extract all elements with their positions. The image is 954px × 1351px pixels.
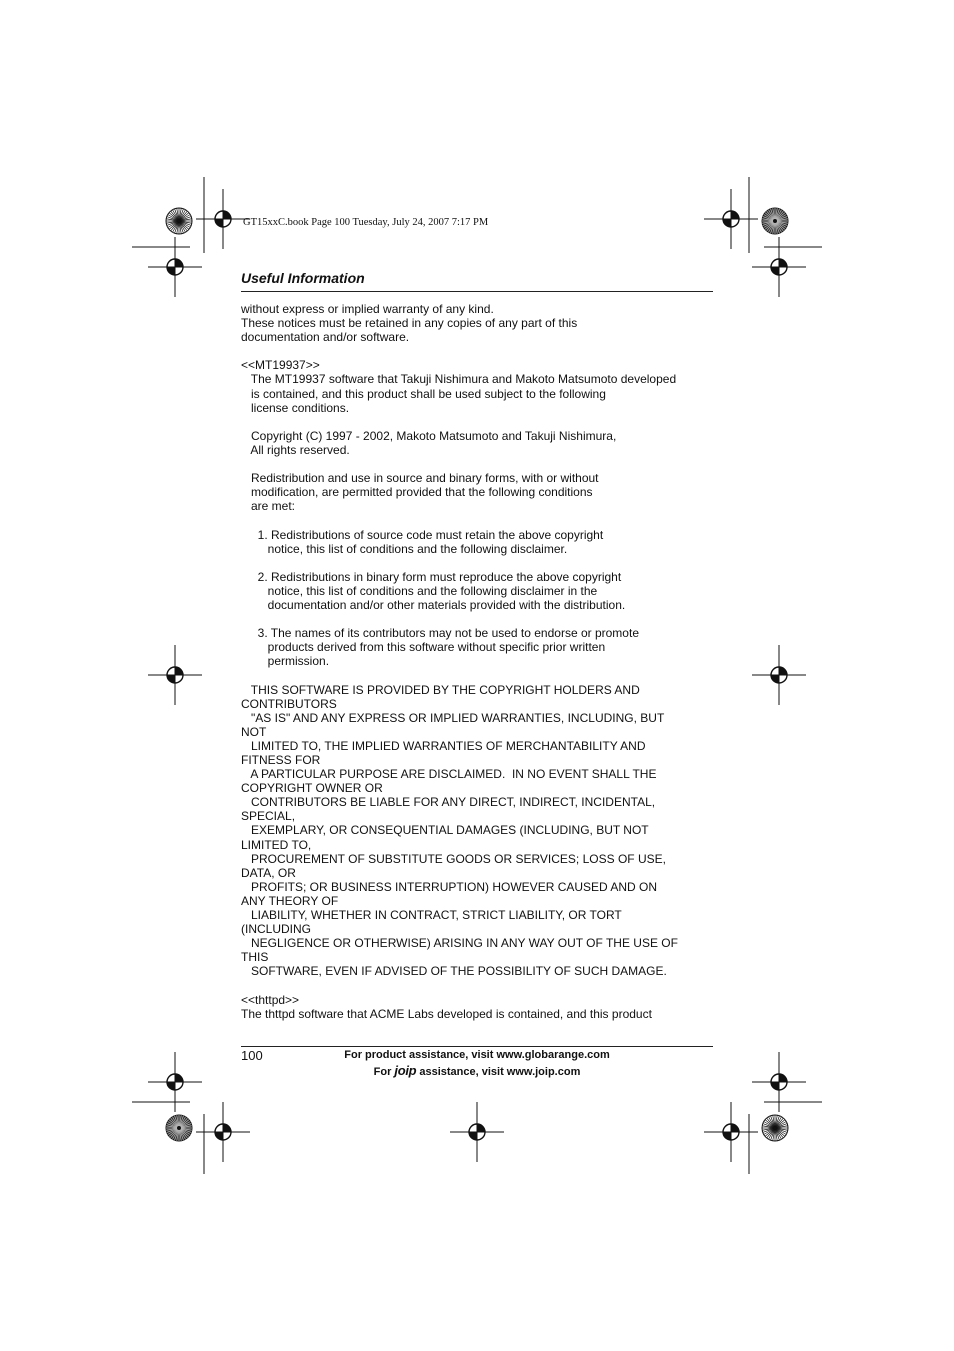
- text-line: PROFITS; OR BUSINESS INTERRUPTION) HOWEVER CAUSED AND ON: [241, 879, 658, 894]
- blank-line: [241, 979, 721, 993]
- footer-line-1: For product assistance, visit www.globarange.com: [344, 1049, 610, 1061]
- crosshair-right-lower: [752, 1052, 806, 1112]
- text-line: LIABILITY, WHETHER IN CONTRACT, STRICT LIABILITY, OR TORT: [241, 908, 622, 923]
- book-info-header: GT15xxC.book Page 100 Tuesday, July 24, 2007 7:17 PM: [243, 217, 489, 228]
- blank-line: [241, 513, 721, 527]
- text-line: permission.: [241, 654, 330, 669]
- text-line: <<thttpd>>: [241, 992, 300, 1007]
- blank-line: [241, 415, 721, 429]
- text-line: without express or implied warranty of any kind.: [241, 302, 494, 316]
- text-line: The thttpd software that ACME Labs developed is contained, and this product: [241, 1006, 652, 1021]
- crosshair-left-middle: [148, 645, 202, 705]
- footer-rule: [241, 1046, 713, 1047]
- text-line: FITNESS FOR: [241, 753, 321, 767]
- text-line: "AS IS" AND ANY EXPRESS OR IMPLIED WARRANTIES, INCLUDING, BUT: [241, 710, 665, 725]
- text-line: notice, this list of conditions and the following disclaimer in the: [241, 583, 598, 598]
- blank-line: [241, 457, 721, 471]
- footer-line-2-suffix: assistance, visit www.joip.com: [416, 1066, 581, 1078]
- text-line: Redistribution and use in source and binary forms, with or without: [241, 471, 599, 486]
- section-title: Useful Information: [241, 270, 365, 286]
- text-line: <<MT19937>>: [241, 358, 320, 373]
- footer-line-2-prefix: For: [373, 1066, 395, 1078]
- crosshair-bottom-right: [704, 1102, 758, 1162]
- starburst-top-right: [762, 208, 788, 234]
- text-line: A PARTICULAR PURPOSE ARE DISCLAIMED. IN NO EVENT SHALL THE: [241, 767, 657, 782]
- text-line: 1. Redistributions of source code must retain the above copyright: [241, 527, 604, 542]
- text-line: 2. Redistributions in binary form must reproduce the above copyright: [241, 569, 622, 584]
- text-line: 3. The names of its contributors may not be used to endorse or promote: [241, 626, 639, 641]
- page-number: 100: [241, 1048, 263, 1063]
- starburst-bottom-left: [166, 1115, 192, 1141]
- text-line: EXEMPLARY, OR CONSEQUENTIAL DAMAGES (INCLUDING, BUT NOT: [241, 823, 649, 838]
- text-line: documentation and/or software.: [241, 330, 410, 345]
- text-line: license conditions.: [241, 400, 350, 415]
- starburst-bottom-right: [762, 1115, 788, 1141]
- text-line: PROCUREMENT OF SUBSTITUTE GOODS OR SERVICES; LOSS OF USE,: [241, 851, 666, 866]
- blank-line: [241, 556, 721, 570]
- text-line: modification, are permitted provided that the following conditions: [241, 485, 593, 500]
- crosshair-right-upper: [752, 237, 806, 297]
- blank-line: [241, 344, 721, 358]
- text-line: is contained, and this product shall be used subject to the following: [241, 386, 606, 401]
- text-line: CONTRIBUTORS: [241, 696, 337, 711]
- text-line: SPECIAL,: [241, 809, 296, 824]
- text-line: LIMITED TO, THE IMPLIED WARRANTIES OF MERCHANTABILITY AND: [241, 738, 646, 753]
- text-line: LIMITED TO,: [241, 837, 312, 852]
- text-line: products derived from this software without specific prior written: [241, 640, 606, 655]
- text-line: These notices must be retained in any copies of any part of this: [241, 316, 578, 331]
- text-line: CONTRIBUTORS BE LIABLE FOR ANY DIRECT, INDIRECT, INCIDENTAL,: [241, 795, 656, 810]
- crosshair-bottom-center: [450, 1102, 504, 1162]
- blank-line: [241, 612, 721, 626]
- crosshair-right-middle: [752, 645, 806, 705]
- text-line: documentation and/or other materials provided with the distribution.: [241, 597, 626, 612]
- crosshair-top-right: [704, 189, 758, 249]
- text-line: NEGLIGENCE OR OTHERWISE) ARISING IN ANY WAY OUT OF THE USE OF: [241, 936, 678, 951]
- text-line: THIS SOFTWARE IS PROVIDED BY THE COPYRIGHT HOLDERS AND: [241, 682, 640, 697]
- blank-line: [241, 668, 721, 682]
- footer-line-2: [300, 1063, 654, 1078]
- starburst-top-left: [166, 208, 192, 234]
- text-line: All rights reserved.: [241, 442, 350, 457]
- text-line: are met:: [241, 499, 296, 514]
- text-line: THIS: [241, 950, 269, 965]
- text-line: SOFTWARE, EVEN IF ADVISED OF THE POSSIBILITY OF SUCH DAMAGE.: [241, 964, 667, 979]
- joip-logo: joip: [394, 1063, 417, 1078]
- text-line: Copyright (C) 1997 - 2002, Makoto Matsumoto and Takuji Nishimura,: [241, 428, 617, 443]
- text-line: notice, this list of conditions and the following disclaimer.: [241, 541, 568, 556]
- text-line: (INCLUDING: [241, 922, 312, 937]
- crosshair-left-lower: [148, 1052, 202, 1112]
- body-text: [241, 302, 721, 1021]
- text-line: COPYRIGHT OWNER OR: [241, 781, 383, 796]
- text-line: DATA, OR: [241, 865, 296, 880]
- text-line: NOT: [241, 724, 267, 739]
- text-line: ANY THEORY OF: [241, 893, 339, 908]
- header-rule: [241, 291, 713, 292]
- text-line: The MT19937 software that Takuji Nishimura and Makoto Matsumoto developed: [241, 372, 677, 387]
- crosshair-left-upper: [148, 237, 202, 297]
